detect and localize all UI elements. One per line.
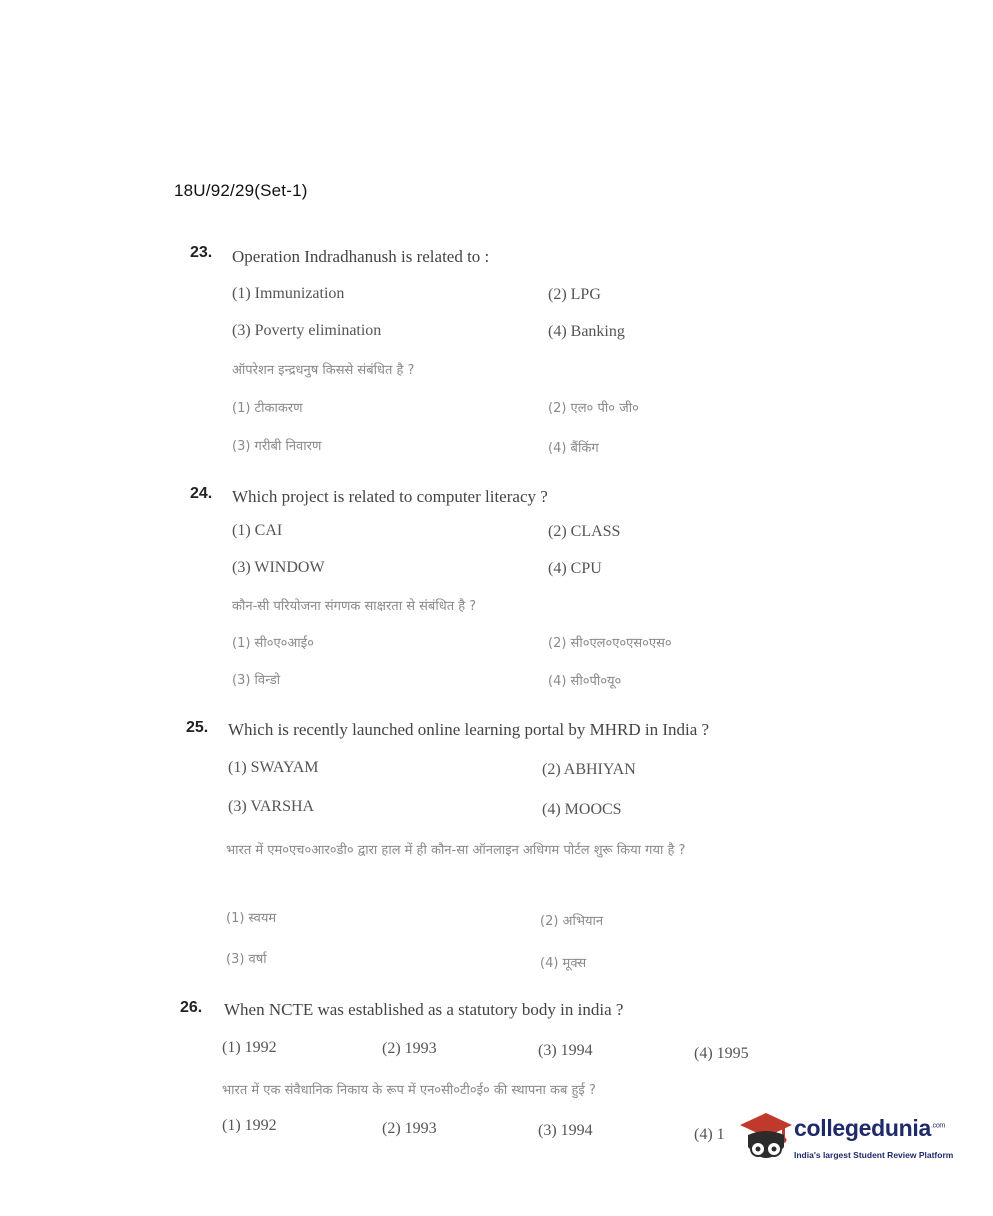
hindi-option-2: (2) एल० पी० जी० <box>548 401 639 416</box>
brand-tagline: India's largest Student Review Platform <box>794 1150 954 1160</box>
option-2: (2) CLASS <box>548 523 621 540</box>
hindi-option-2: (2) अभियान <box>540 914 604 929</box>
option-4: (4) MOOCS <box>542 801 622 818</box>
option-1: (1) Immunization <box>232 285 345 302</box>
option-3: (3) 1994 <box>538 1042 593 1059</box>
option-3: (3) Poverty elimination <box>232 322 382 339</box>
option-2: (2) LPG <box>548 286 601 303</box>
brand-name: collegedunia$^{.com}$ <box>794 1115 945 1141</box>
paper-code: 18U/92/29(Set-1) <box>174 181 308 200</box>
option-4: (4) CPU <box>548 560 602 577</box>
hindi-question-text: कौन-सी परियोजना संगणक साक्षरता से संबंधित है ? <box>232 599 477 614</box>
mascot-icon <box>734 1107 794 1177</box>
question-text: When NCTE was established as a statutory body in india ? <box>224 1000 624 1019</box>
question-number: 25. <box>186 719 209 736</box>
option-1: (1) SWAYAM <box>228 759 319 776</box>
question-number: 26. <box>180 999 203 1016</box>
option-4: (4) 1995 <box>694 1045 749 1062</box>
hindi-option-3: (3) गरीबी निवारण <box>232 439 322 454</box>
hindi-option-1: (1) सी०ए०आई० <box>232 636 314 651</box>
hindi-option-1: (1) स्वयम <box>226 911 277 926</box>
option-3: (3) VARSHA <box>228 798 315 815</box>
hindi-option-4: (4) मूक्स <box>540 956 587 971</box>
question-text: Which project is related to computer literacy ? <box>232 487 548 506</box>
option-1: (1) 1992 <box>222 1039 277 1056</box>
hindi-option-3: (3) 1994 <box>538 1122 593 1139</box>
question-text: Operation Indradhanush is related to : <box>232 247 490 266</box>
option-2: (2) ABHIYAN <box>542 761 636 778</box>
option-3: (3) WINDOW <box>232 559 325 576</box>
hindi-option-4: (4) बैंकिंग <box>548 441 599 456</box>
hindi-option-4: (4) 1 <box>694 1126 725 1143</box>
hindi-question-text: भारत में एम०एच०आर०डी० द्वारा हाल में ही कौन-सा ऑनलाइन अधिगम पोर्टल शुरू किया गया है ? <box>226 843 686 858</box>
option-2: (2) 1993 <box>382 1040 437 1057</box>
hindi-question-text: भारत में एक संवैधानिक निकाय के रूप में एन०सी०टी०ई० की स्थापना कब हुई ? <box>222 1083 596 1098</box>
question-text: Which is recently launched online learning portal by MHRD in India ? <box>228 720 710 739</box>
question-number: 23. <box>190 244 213 261</box>
question-number: 24. <box>190 485 213 502</box>
collegedunia-watermark <box>730 1107 970 1177</box>
hindi-option-4: (4) सी०पी०यू० <box>548 674 622 689</box>
hindi-option-1: (1) 1992 <box>222 1117 277 1134</box>
hindi-question-text: ऑपरेशन इन्द्रधनुष किससे संबंधित है ? <box>232 363 415 378</box>
hindi-option-2: (2) 1993 <box>382 1120 437 1137</box>
option-1: (1) CAI <box>232 522 283 539</box>
option-4: (4) Banking <box>548 323 625 340</box>
hindi-option-2: (2) सी०एल०ए०एस०एस० <box>548 636 672 651</box>
hindi-option-3: (3) वर्षा <box>226 952 267 967</box>
hindi-option-3: (3) विन्डो <box>232 673 281 688</box>
hindi-option-1: (1) टीकाकरण <box>232 401 303 416</box>
